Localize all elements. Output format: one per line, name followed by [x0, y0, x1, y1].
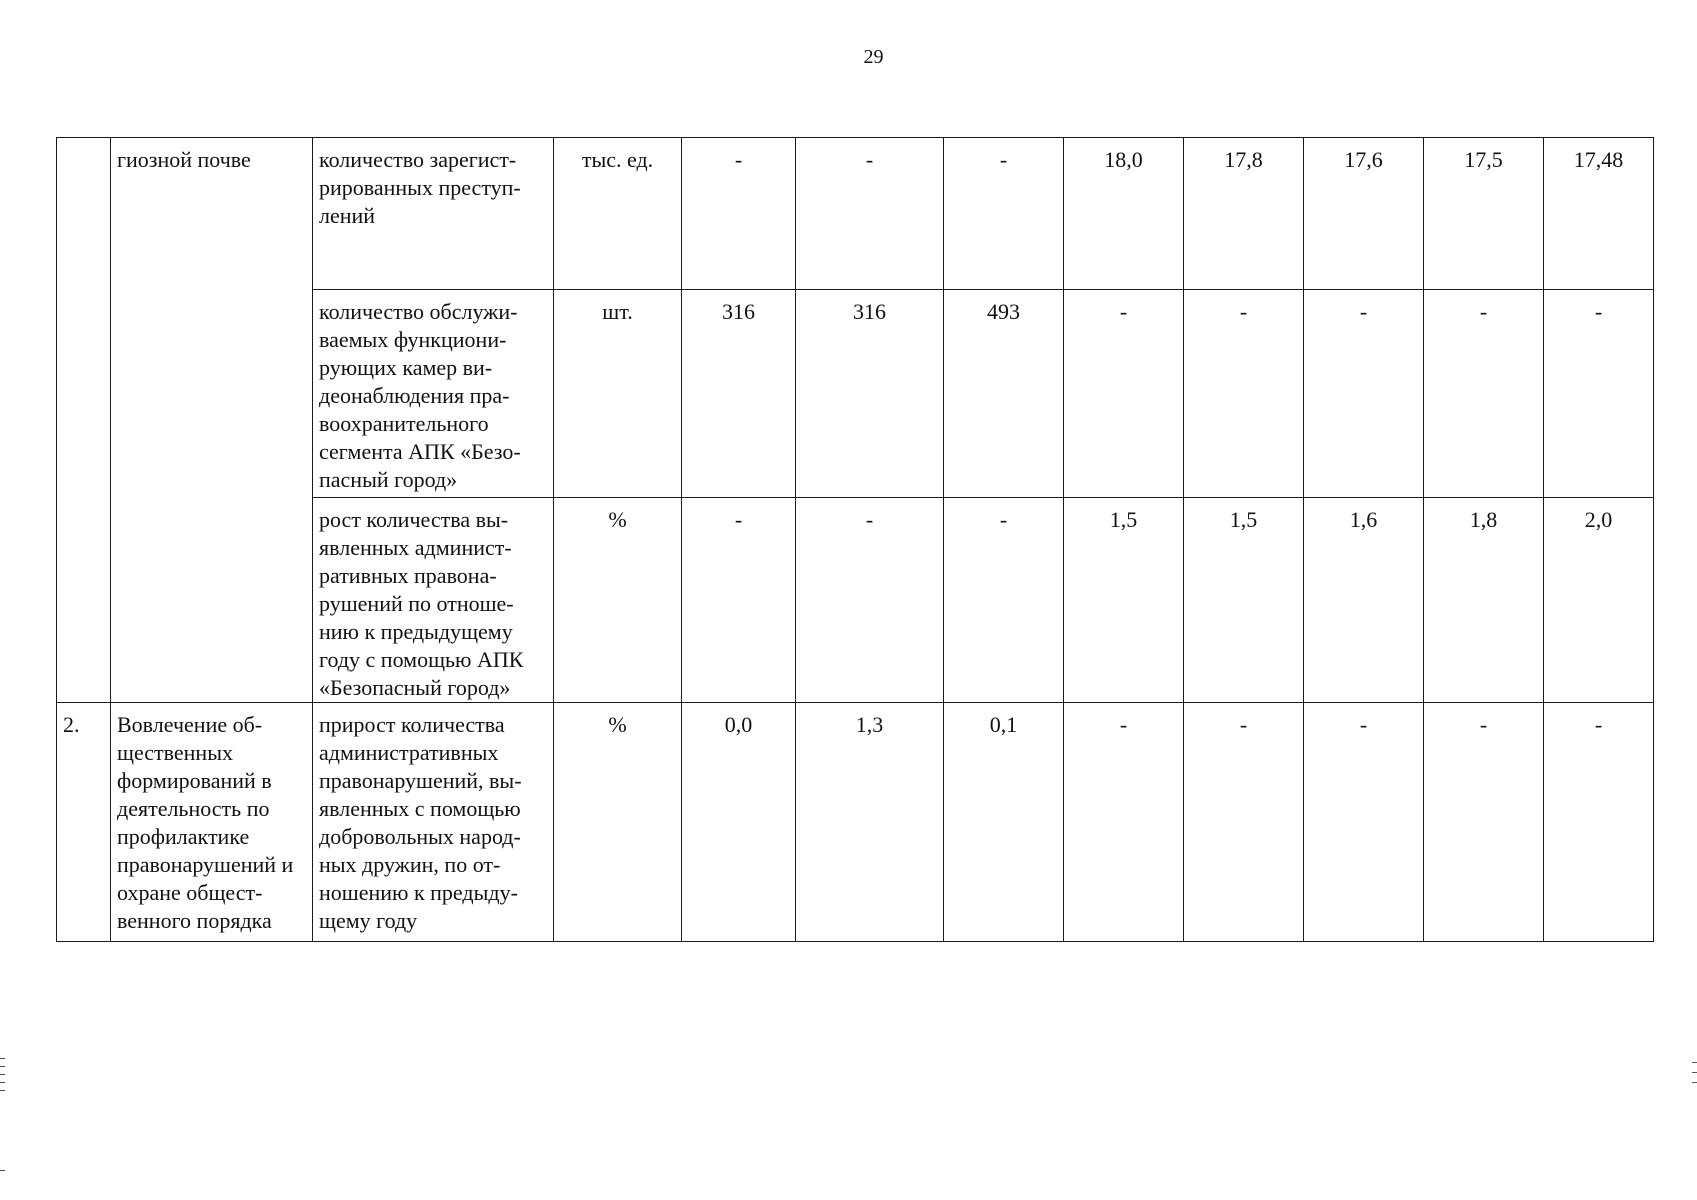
value-cell: - [1184, 703, 1304, 942]
value-cell: 17,6 [1304, 138, 1424, 290]
scan-edge-mark [1692, 1062, 1697, 1063]
row-number-cell: 2. [57, 703, 111, 942]
value-cell: 1,5 [1064, 498, 1184, 703]
scan-edge-mark [0, 1082, 5, 1083]
scan-edge-mark [0, 1170, 5, 1171]
indicator-cell: рост количества вы-явленных админист-ративных правона-рушений по отноше-нию к предыдущему году с помощью АПК «Безопасный город» [313, 498, 554, 703]
value-cell: - [796, 138, 944, 290]
unit-cell: % [554, 703, 682, 942]
value-cell: 1,5 [1184, 498, 1304, 703]
value-cell: - [1184, 290, 1304, 498]
value-cell: 0,0 [682, 703, 796, 942]
value-cell: - [796, 498, 944, 703]
value-cell: 17,5 [1424, 138, 1544, 290]
value-cell: 493 [944, 290, 1064, 498]
value-cell: - [1544, 290, 1654, 498]
scan-edge-mark [0, 1074, 5, 1075]
value-cell: 2,0 [1544, 498, 1654, 703]
value-cell: - [944, 498, 1064, 703]
task-name-cell: Вовлечение об-щественных формирований в деятельность по профилактике правонарушений и охране общест-венного порядка [111, 703, 313, 942]
value-cell: - [1544, 703, 1654, 942]
value-cell: - [944, 138, 1064, 290]
indicator-cell: количество обслужи-ваемых функциони-рующих камер ви-деонаблюдения пра-воохранительного сегмента АПК «Безо-пасный город» [313, 290, 554, 498]
value-cell: 17,48 [1544, 138, 1654, 290]
value-cell: - [1304, 290, 1424, 498]
value-cell: - [682, 138, 796, 290]
page-number: 29 [863, 46, 884, 68]
scan-edge-mark [1692, 1072, 1697, 1073]
indicators-table [56, 137, 1654, 942]
value-cell: 1,6 [1304, 498, 1424, 703]
value-cell: - [1304, 703, 1424, 942]
value-cell: 17,8 [1184, 138, 1304, 290]
indicator-cell: количество зарегист-рированных преступ-лений [313, 138, 554, 290]
table-row [57, 703, 1654, 942]
table-row [57, 138, 1654, 290]
value-cell: - [1064, 290, 1184, 498]
value-cell: - [1424, 703, 1544, 942]
scan-edge-mark [0, 1066, 5, 1067]
scan-edge-mark [0, 1058, 5, 1059]
value-cell: 18,0 [1064, 138, 1184, 290]
unit-cell: % [554, 498, 682, 703]
value-cell: - [682, 498, 796, 703]
value-cell: 316 [796, 290, 944, 498]
row-number-cell [57, 138, 111, 703]
value-cell: 1,8 [1424, 498, 1544, 703]
value-cell: 0,1 [944, 703, 1064, 942]
unit-cell: шт. [554, 290, 682, 498]
task-name-cell: гиозной почве [111, 138, 313, 703]
indicator-cell: прирост количества административных правонарушений, вы-явленных с помощью добровольных народ-ных дружин, по от-ношению к предыду-щему году [313, 703, 554, 942]
value-cell: - [1064, 703, 1184, 942]
value-cell: 1,3 [796, 703, 944, 942]
scan-edge-mark [0, 1090, 5, 1091]
scan-edge-mark [1692, 1082, 1697, 1083]
value-cell: - [1424, 290, 1544, 498]
value-cell: 316 [682, 290, 796, 498]
unit-cell: тыс. ед. [554, 138, 682, 290]
